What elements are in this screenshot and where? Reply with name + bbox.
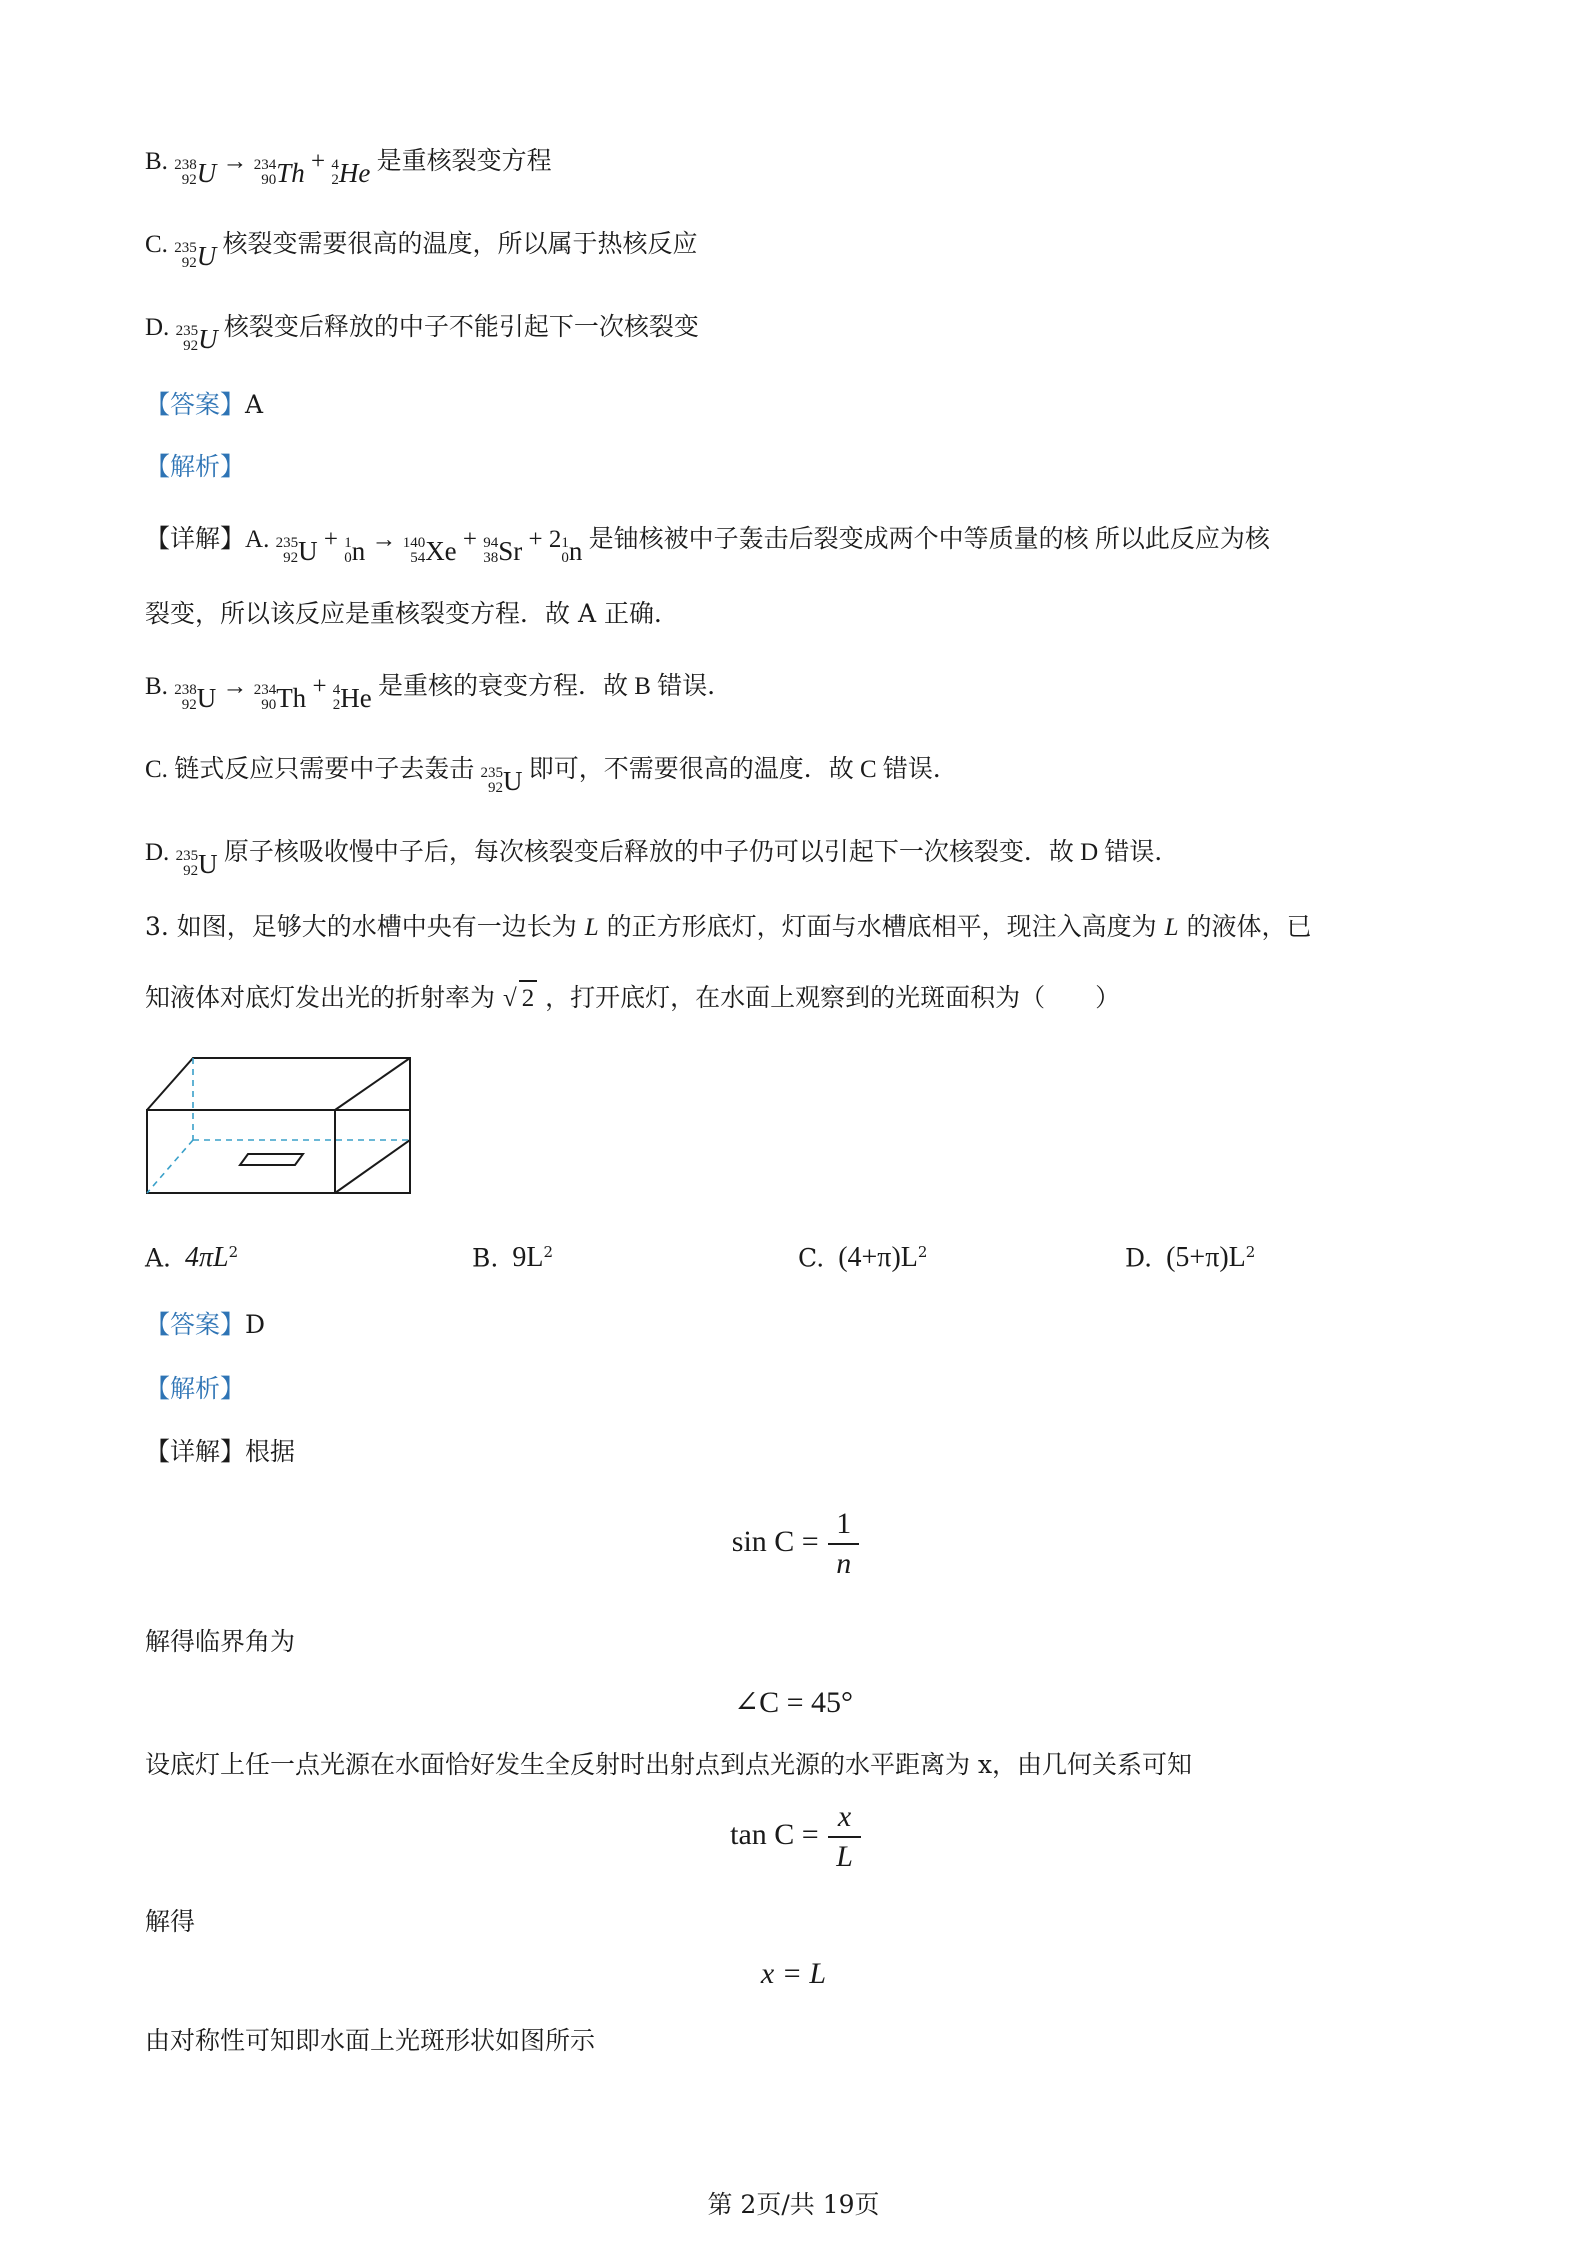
option-c: C. $(4+\pi)L^2$ [798,1242,928,1274]
nuclide-u235: 235 92 U [480,765,523,796]
water-tank-figure [145,1050,415,1200]
option-d-line [145,311,699,356]
detail-c-line [145,753,958,798]
equation-sin [0,1505,1587,1583]
option-label: C. [145,756,168,783]
detail-a-line2 [145,597,679,631]
detail-c-post: 即可，不需要很高的温度．故 C 错误． [528,756,958,783]
nuclide-he4: 4 2 He [331,157,371,188]
denominator: L [836,1840,853,1873]
answer-value: D [245,1310,266,1339]
page-footer: 第 2页/共 19页 [707,2190,880,2219]
fraction [832,1505,855,1583]
option-c-line [145,228,697,273]
q3-text-a: 3. 如图，足够大的水槽中央有一边长为 [145,912,577,941]
numerator: 1 [836,1507,852,1540]
plus-symbol: + [528,526,543,553]
plus-symbol: + [312,673,327,700]
analysis-line-2 [145,1372,245,1406]
option-label: D. [1125,1243,1153,1273]
option-d-text: 核裂变后释放的中子不能引起下一次核裂变 [223,314,699,341]
eq4-text: x = L [760,1957,827,1990]
coefficient: 2 [548,526,562,553]
question-3-line1 [145,910,1311,945]
eq2-text: ∠C = 45° [733,1686,854,1719]
answer-value: A [245,390,264,419]
detail-a-text: 是铀核被中子轰击后裂变成两个中等质量的核 所以此反应为核 [588,526,1270,553]
option-label: C. [145,231,168,258]
nuclide-xe140: 140 54 Xe [402,535,457,566]
analysis-line [145,450,245,484]
symmetry-text: 由对称性可知即水面上光斑形状如图所示 [145,2026,596,2055]
arrow-symbol: → [371,526,397,553]
critical-text: 解得临界角为 [145,1627,296,1656]
nuclide-th234: 234 90 Th [253,157,305,188]
option-label: D. [145,839,170,866]
denominator: n [836,1547,852,1580]
answer-tag: 【答案】 [145,1310,246,1339]
option-label: A. [145,1243,172,1273]
nuclide-th234: 234 90 Th [253,682,307,713]
nuclide-u235: 235 92 U [175,848,218,879]
arrow-symbol: → [222,673,248,700]
eq-lhs: tan C = [730,1817,819,1851]
arrow-symbol: → [222,148,248,175]
nuclide-u238: 238 92 U [174,157,217,188]
option-label: D. [145,314,170,341]
nuclide-u235: 235 92 U [275,535,318,566]
symbol-L: L [584,914,599,941]
detail-c-pre: 链式反应只需要中子去轰击 [174,756,475,783]
nuclide-u235: 235 92 U [174,240,217,271]
q3-text-c: 的液体，已 [1186,912,1312,941]
option-value: 4πL [185,1242,229,1274]
detail-d-text: 原子核吸收慢中子后，每次核裂变后释放的中子仍可以引起下一次核裂变．故 D 错误． [223,839,1180,866]
critical-angle-line [145,1625,295,1659]
option-value: (5+π)L [1166,1242,1246,1274]
nuclide-u235: 235 92 U [175,323,218,354]
option-b-text: 是重核裂变方程 [376,148,552,175]
nuclide-sr94: 94 38 Sr [483,535,523,566]
q3-text-e: ，打开底灯，在水面上观察到的光斑面积为（ ） [545,983,1121,1012]
geometry-line [145,1748,1192,1782]
option-a: A. $4\pi L^2$ [145,1242,239,1274]
nuclide-u238: 238 92 U [174,682,217,713]
symmetry-line [145,2024,595,2058]
option-c-text: 核裂变需要很高的温度，所以属于热核反应 [222,231,698,258]
option-label: B. [472,1243,499,1273]
equation-angle [0,1685,1587,1720]
detail-d-line [145,836,1179,881]
nuclide-n1: 1 0 n [561,535,583,566]
option-value: 9L [512,1242,544,1274]
sqrt-expression: √ 2 [503,985,537,1012]
option-label: B. [145,673,168,700]
equation-x [0,1957,1587,1991]
detail-a-prefix: A. [245,526,270,553]
option-b: B. $9L^2$ [472,1242,553,1274]
geometry-text: 设底灯上任一点光源在水面恰好发生全反射时出射点到点光源的水平距离为 x，由几何关系可知 [145,1750,1193,1779]
detail-tag: 【详解】 [145,526,246,553]
fraction [832,1798,857,1876]
plus-symbol: + [310,148,326,175]
analysis-tag: 【解析】 [145,452,246,481]
detail-a-line [145,523,1270,568]
q3-text-b: 的正方形底灯，灯面与水槽底相平，现注入高度为 [606,912,1157,941]
plus-symbol: + [462,526,478,553]
square-lamp [240,1154,303,1165]
equation-tan [0,1798,1587,1876]
answer-line-2 [145,1308,265,1342]
detail-b-text: 是重核的衰变方程．故 B 错误． [378,673,733,700]
nuclide-n1: 1 0 n [344,535,366,566]
q3-text-d: 知液体对底灯发出光的折射率为 [145,983,496,1012]
answer-line [145,388,263,422]
detail-a-text2: 裂变，所以该反应是重核裂变方程．故 A 正确． [145,599,679,628]
option-label: C. [798,1243,825,1273]
detail-tag: 【详解】 [145,1437,246,1466]
detail-b-line [145,670,732,715]
nuclide-he4: 4 2 He [332,682,372,713]
solve-text: 解得 [145,1907,196,1936]
answer-tag: 【答案】 [145,390,246,419]
plus-symbol: + [323,526,338,553]
option-b-line [145,145,552,190]
analysis-tag: 【解析】 [145,1374,246,1403]
option-value: (4+π)L [838,1242,918,1274]
detail-line-2 [145,1435,295,1469]
eq-lhs: sin C = [731,1524,819,1558]
question-3-line2 [145,980,1120,1016]
option-d: D. $(5+\pi)L^2$ [1125,1242,1256,1274]
option-label: B. [145,148,168,175]
symbol-L: L [1164,914,1179,941]
numerator: x [837,1800,852,1833]
detail-text: 根据 [245,1437,296,1466]
solve-line [145,1905,195,1939]
